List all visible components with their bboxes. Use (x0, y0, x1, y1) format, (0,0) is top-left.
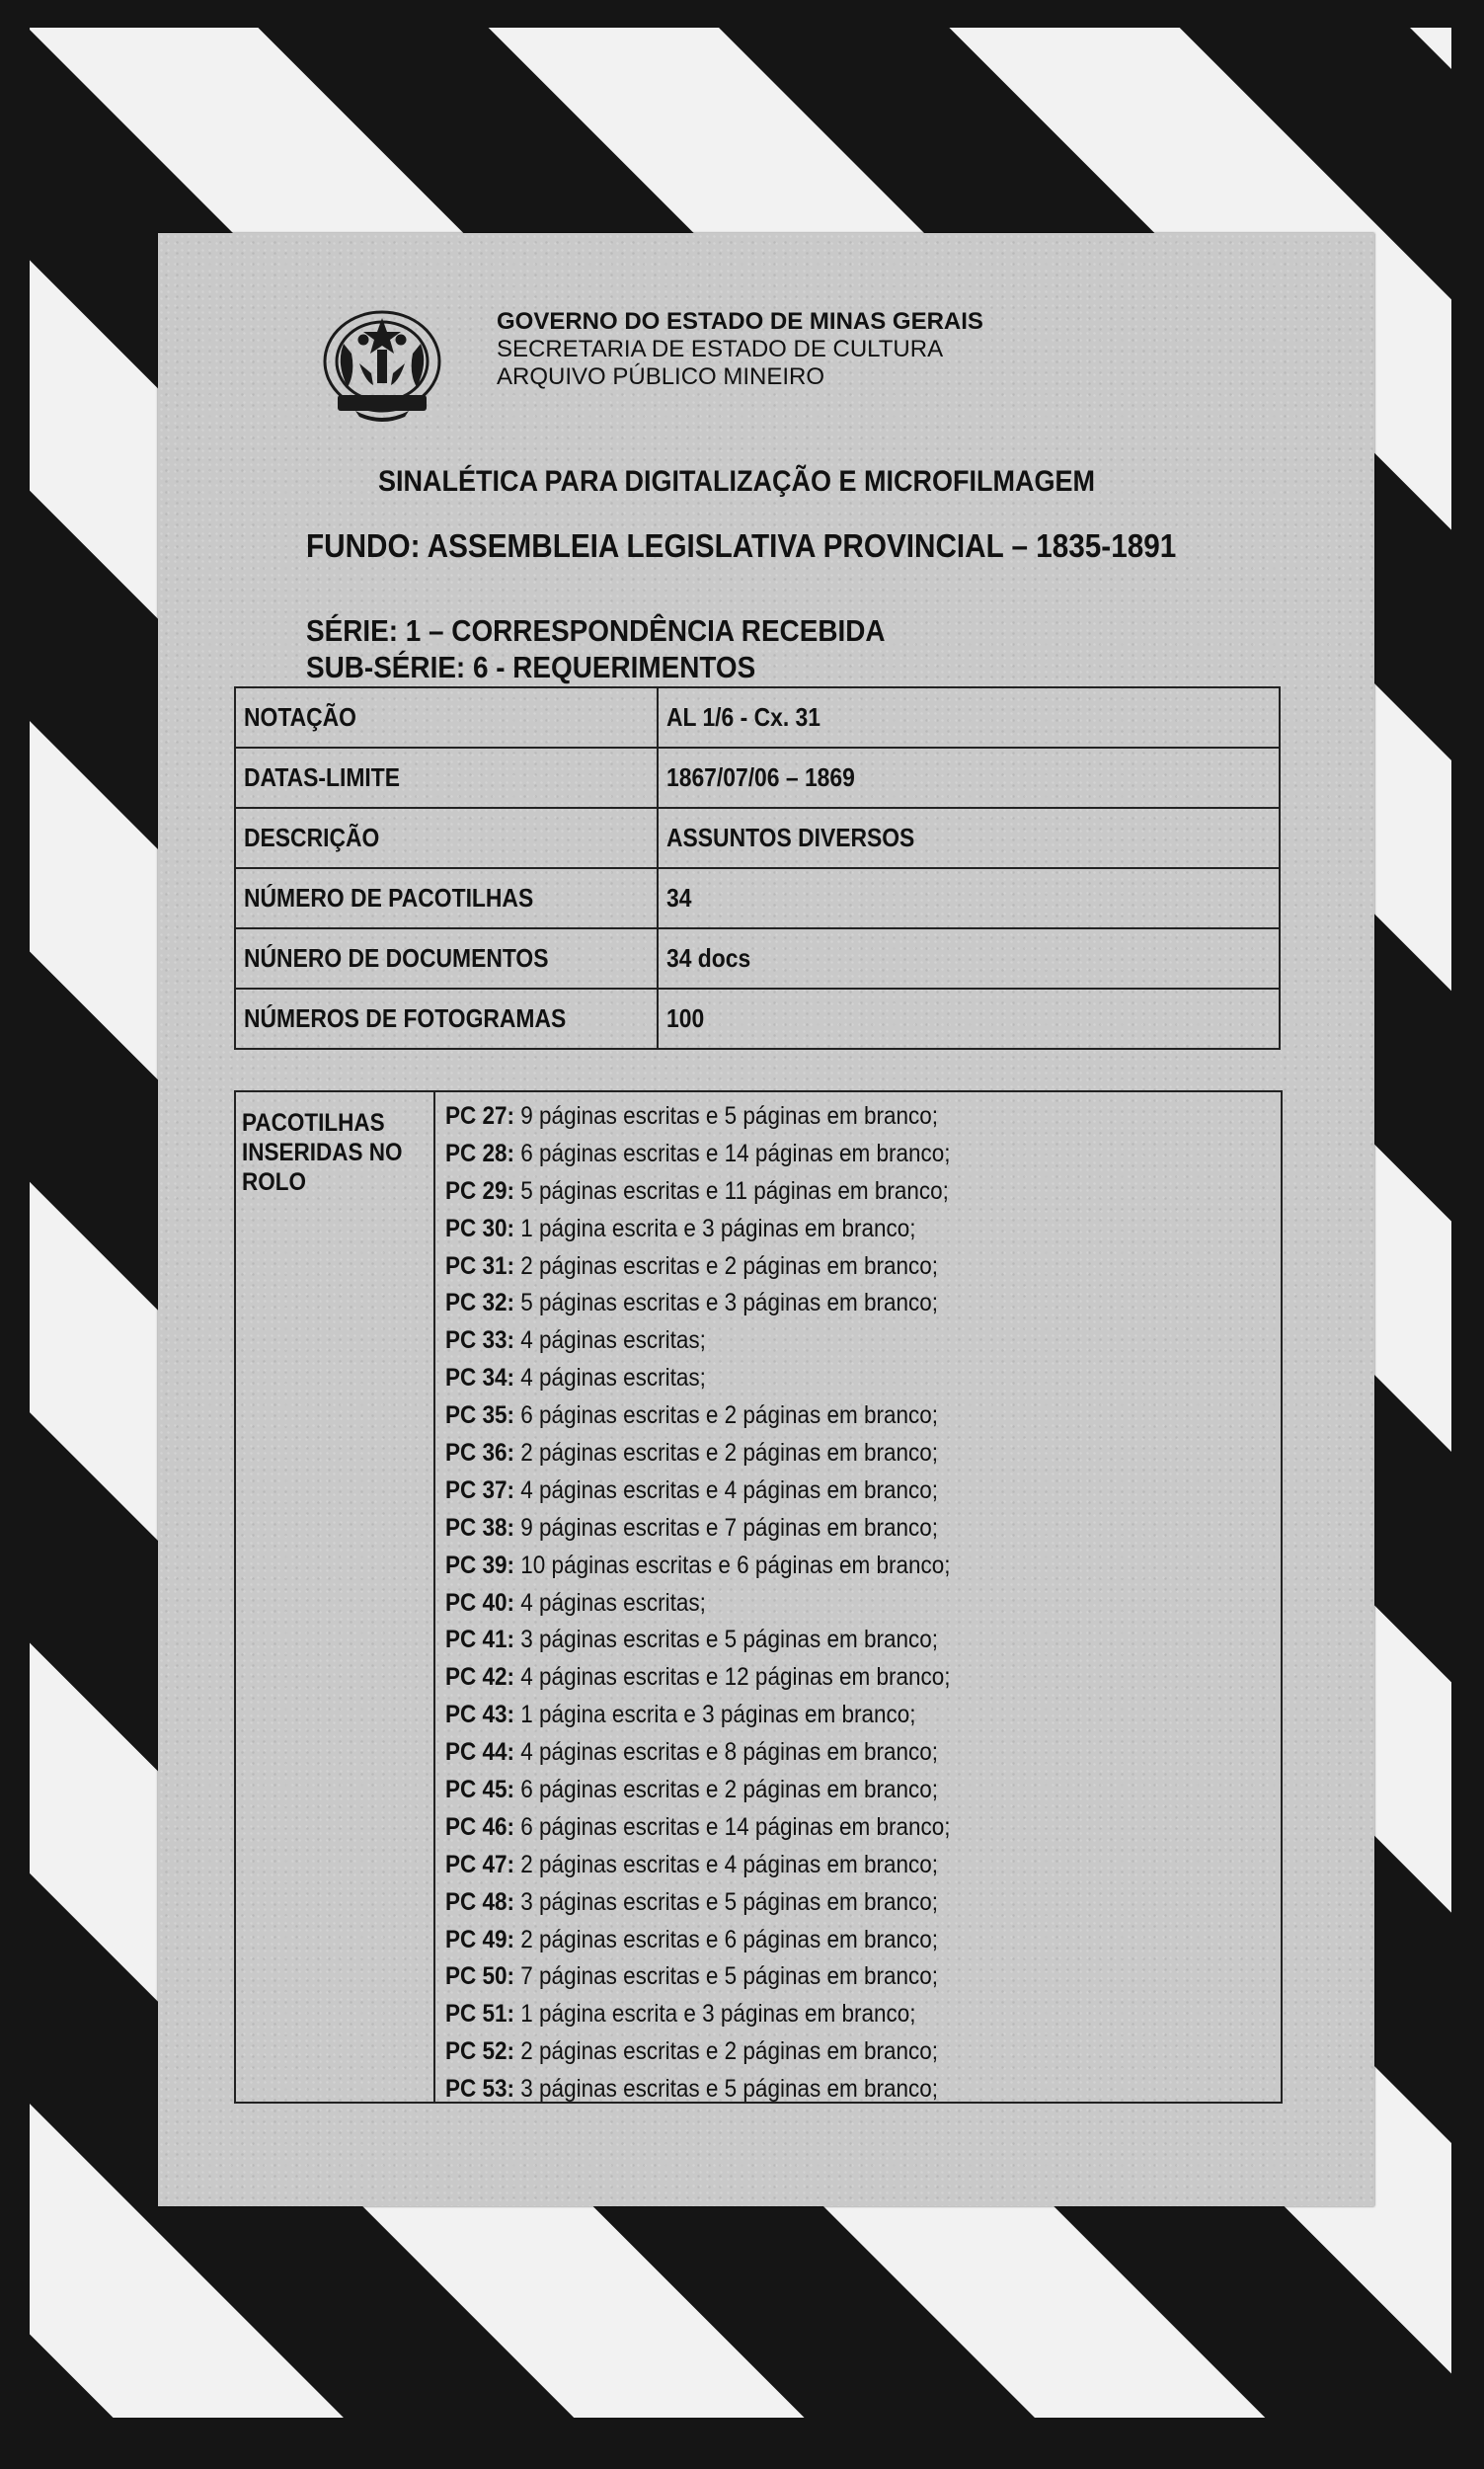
pacotilha-description: 6 páginas escritas e 14 páginas em branco; (514, 1139, 951, 1167)
list-item (445, 1211, 1192, 1248)
list-item (445, 1098, 1192, 1136)
info-label-datas-limite: DATAS-LIMITE (235, 748, 658, 808)
pacotilha-description: 6 páginas escritas e 2 páginas em branco; (514, 1776, 939, 1804)
list-item (445, 1697, 1192, 1734)
pacotilha-description: 7 páginas escritas e 5 páginas em branco; (514, 1962, 939, 1991)
pacotilha-code: PC 33: (445, 1326, 515, 1355)
pacotilha-code: PC 41: (445, 1626, 515, 1654)
pacotilha-code: PC 36: (445, 1439, 515, 1468)
pacotilha-code: PC 38: (445, 1513, 515, 1542)
pacotilha-code: PC 30: (445, 1214, 515, 1242)
list-item (445, 1734, 1192, 1772)
list-item (445, 1285, 1192, 1322)
table-row (235, 868, 1280, 928)
org-line-archive: ARQUIVO PÚBLICO MINEIRO (497, 363, 825, 390)
pacotilha-description: 3 páginas escritas e 5 páginas em branco; (514, 1887, 939, 1916)
pacotilha-code: PC 40: (445, 1588, 515, 1617)
list-item (445, 1136, 1192, 1173)
list-item (445, 1473, 1192, 1510)
pacotilha-description: 9 páginas escritas e 7 páginas em branco; (514, 1513, 939, 1542)
table-row (235, 989, 1280, 1049)
info-value-descricao: ASSUNTOS DIVERSOS (658, 808, 1280, 868)
list-item (445, 1322, 1192, 1360)
pacotilha-code: PC 34: (445, 1364, 515, 1393)
list-item (445, 1510, 1192, 1548)
info-label-documentos: NÚNERO DE DOCUMENTOS (235, 928, 658, 989)
list-item (445, 1248, 1192, 1286)
pacotilha-description: 1 página escrita e 3 páginas em branco; (514, 1214, 916, 1242)
pacotilha-code: PC 35: (445, 1401, 515, 1430)
pacotilha-code: PC 37: (445, 1475, 515, 1504)
pacotilha-description: 4 páginas escritas; (514, 1326, 706, 1355)
info-value-documentos: 34 docs (658, 928, 1280, 989)
list-item (445, 1996, 1192, 2033)
list-item (445, 1847, 1192, 1884)
list-item (445, 1884, 1192, 1922)
info-table (234, 686, 1281, 1050)
pacotilhas-box (234, 1090, 1283, 2104)
list-item (445, 1622, 1192, 1659)
list-item (445, 1173, 1192, 1211)
pacotilha-description: 5 páginas escritas e 3 páginas em branco; (514, 1289, 939, 1317)
signage-card (158, 233, 1374, 2206)
pacotilhas-label-line: INSERIDAS NO (242, 1139, 403, 1166)
list-item (445, 1548, 1192, 1585)
fundo-heading: FUNDO: ASSEMBLEIA LEGISLATIVA PROVINCIAL – 1835-1891 (306, 527, 1177, 564)
document-title: SINALÉTICA PARA DIGITALIZAÇÃO E MICROFILMAGEM (378, 465, 1095, 498)
table-row (235, 928, 1280, 989)
pacotilha-description: 2 páginas escritas e 4 páginas em branco; (514, 1850, 939, 1878)
list-item (445, 1360, 1192, 1397)
pacotilha-code: PC 47: (445, 1850, 515, 1878)
pacotilha-description: 4 páginas escritas e 8 páginas em branco; (514, 1738, 939, 1767)
pacotilhas-label-line: PACOTILHAS (242, 1109, 385, 1137)
pacotilhas-list (445, 1098, 1275, 2109)
pacotilha-description: 4 páginas escritas; (514, 1364, 706, 1393)
serie-heading: SÉRIE: 1 – CORRESPONDÊNCIA RECEBIDA (306, 613, 886, 648)
list-item (445, 1435, 1192, 1473)
org-line-government: GOVERNO DO ESTADO DE MINAS GERAIS (497, 308, 983, 335)
pacotilha-code: PC 48: (445, 1887, 515, 1916)
pacotilha-description: 10 páginas escritas e 6 páginas em branco; (514, 1551, 951, 1579)
list-item (445, 1397, 1192, 1435)
info-value-datas-limite: 1867/07/06 – 1869 (658, 748, 1280, 808)
pacotilha-description: 2 páginas escritas e 2 páginas em branco; (514, 1439, 939, 1468)
info-label-descricao: DESCRIÇÃO (235, 808, 658, 868)
pacotilha-description: 3 páginas escritas e 5 páginas em branco; (514, 2075, 939, 2104)
list-item (445, 1772, 1192, 1809)
pacotilha-code: PC 28: (445, 1139, 515, 1167)
list-item (445, 2071, 1192, 2109)
minas-gerais-seal-icon (316, 304, 449, 423)
pacotilha-description: 4 páginas escritas e 12 páginas em branco; (514, 1663, 951, 1692)
pacotilha-description: 2 páginas escritas e 6 páginas em branco; (514, 1925, 939, 1953)
pacotilha-code: PC 46: (445, 1812, 515, 1841)
pacotilha-code: PC 52: (445, 2037, 515, 2066)
pacotilhas-label (236, 1092, 435, 2102)
org-line-secretariat: SECRETARIA DE ESTADO DE CULTURA (497, 336, 944, 362)
pacotilha-code: PC 45: (445, 1776, 515, 1804)
pacotilha-description: 2 páginas escritas e 2 páginas em branco; (514, 2037, 939, 2066)
list-item (445, 1659, 1192, 1697)
table-row (235, 748, 1280, 808)
pacotilha-code: PC 32: (445, 1289, 515, 1317)
info-value-pacotilhas: 34 (658, 868, 1280, 928)
pacotilha-code: PC 27: (445, 1102, 515, 1130)
pacotilha-code: PC 53: (445, 2075, 515, 2104)
sub-serie-heading: SUB-SÉRIE: 6 - REQUERIMENTOS (306, 650, 756, 684)
organization-header (497, 308, 983, 391)
table-row (235, 808, 1280, 868)
pacotilha-description: 6 páginas escritas e 2 páginas em branco; (514, 1401, 939, 1430)
pacotilha-code: PC 50: (445, 1962, 515, 1991)
pacotilhas-label-line: ROLO (242, 1168, 306, 1196)
pacotilha-code: PC 51: (445, 2000, 515, 2029)
info-label-notacao: NOTAÇÃO (235, 687, 658, 748)
list-item (445, 1922, 1192, 1959)
pacotilha-description: 6 páginas escritas e 14 páginas em branco; (514, 1812, 951, 1841)
pacotilha-description: 5 páginas escritas e 11 páginas em branco; (514, 1176, 949, 1205)
list-item (445, 2033, 1192, 2071)
table-row (235, 687, 1280, 748)
pacotilha-code: PC 29: (445, 1176, 515, 1205)
pacotilha-code: PC 39: (445, 1551, 515, 1579)
pacotilha-description: 1 página escrita e 3 páginas em branco; (514, 1701, 916, 1729)
pacotilha-description: 1 página escrita e 3 páginas em branco; (514, 2000, 916, 2029)
pacotilha-description: 4 páginas escritas e 4 páginas em branco; (514, 1475, 939, 1504)
list-item (445, 1958, 1192, 1996)
list-item (445, 1809, 1192, 1847)
pacotilha-description: 9 páginas escritas e 5 páginas em branco; (514, 1102, 939, 1130)
info-label-pacotilhas: NÚMERO DE PACOTILHAS (235, 868, 658, 928)
pacotilha-code: PC 42: (445, 1663, 515, 1692)
pacotilha-description: 4 páginas escritas; (514, 1588, 706, 1617)
info-value-fotogramas: 100 (658, 989, 1280, 1049)
pacotilha-description: 2 páginas escritas e 2 páginas em branco; (514, 1251, 939, 1280)
pacotilha-description: 3 páginas escritas e 5 páginas em branco; (514, 1626, 939, 1654)
pacotilha-code: PC 43: (445, 1701, 515, 1729)
pacotilha-code: PC 31: (445, 1251, 515, 1280)
info-value-notacao: AL 1/6 - Cx. 31 (658, 687, 1280, 748)
info-label-fotogramas: NÚMEROS DE FOTOGRAMAS (235, 989, 658, 1049)
list-item (445, 1585, 1192, 1623)
pacotilha-code: PC 44: (445, 1738, 515, 1767)
pacotilha-code: PC 49: (445, 1925, 515, 1953)
